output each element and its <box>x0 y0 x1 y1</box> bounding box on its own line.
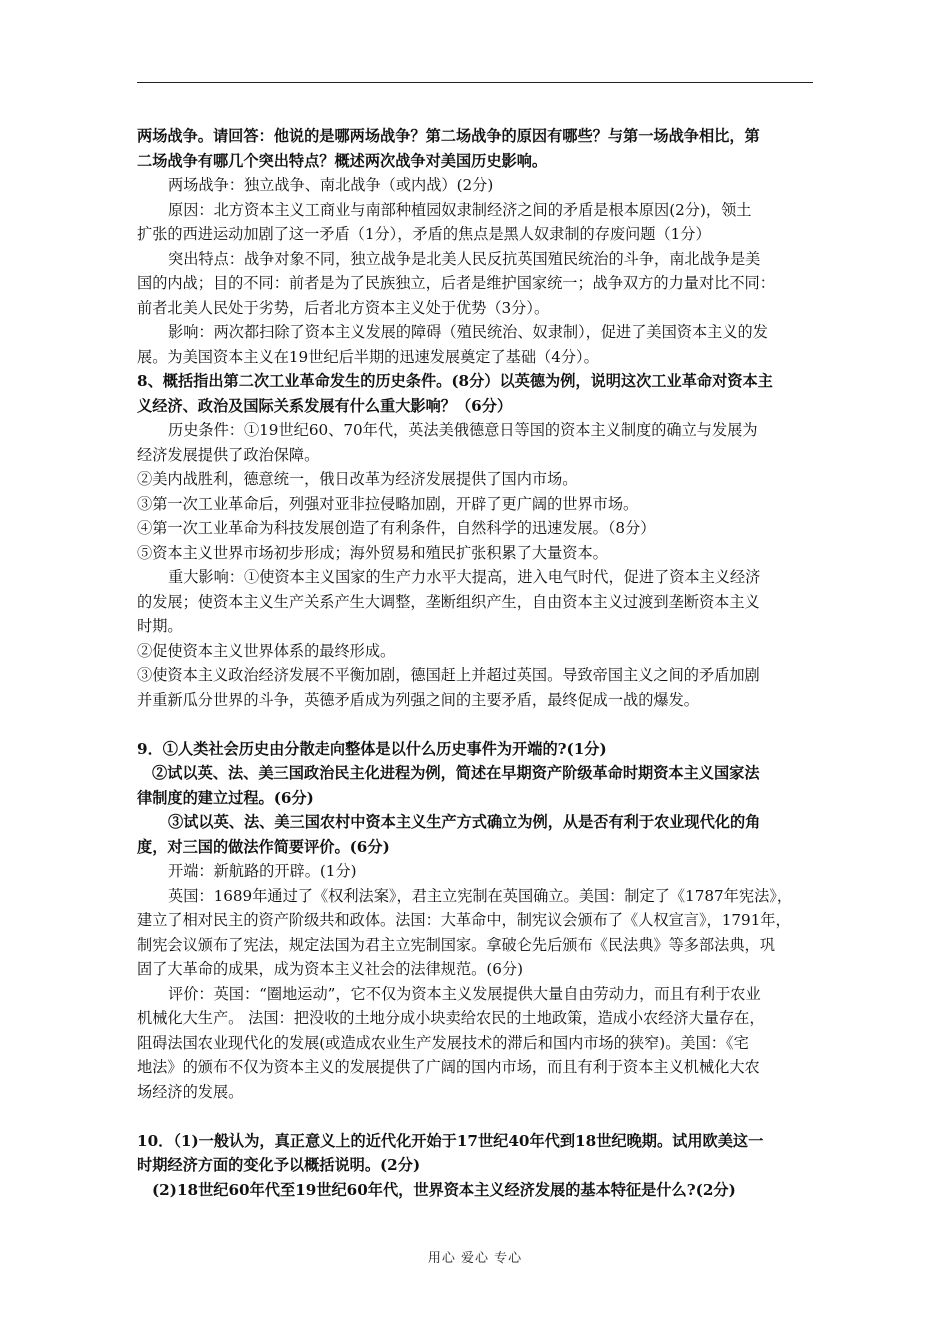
answer-line: 机械化大生产。 法国：把没收的土地分成小块卖给农民的土地政策，造成小农经济大量存在， <box>137 1009 765 1027</box>
question-line: 9．①人类社会历史由分散走向整体是以什么历史事件为开端的?(1分) <box>137 739 607 758</box>
question-line: 度，对三国的做法作简要评价。(6分) <box>137 837 390 856</box>
answer-line: 历史条件：①19世纪60、70年代，英法美俄德意日等国的资本主义制度的确立与发展为 <box>168 421 758 439</box>
question-line: (2)18世纪60年代至19世纪60年代，世界资本主义经济发展的基本特征是什么?(2分) <box>152 1180 736 1199</box>
answer-line: 原因：北方资本主义工商业与南部种植园奴隶制经济之间的矛盾是根本原因(2分)，领土 <box>168 200 752 219</box>
answer-line: 固了大革命的成果，成为资本主义社会的法律规范。(6分) <box>137 960 524 978</box>
answer-line: 重大影响：①使资本主义国家的生产力水平大提高，进入电气时代，促进了资本主义经济 <box>168 568 761 586</box>
question-line: 8、概括指出第二次工业革命发生的历史条件。(8分）以英德为例，说明这次工业革命对资本主 <box>137 372 773 390</box>
answer-line: 两场战争：独立战争、南北战争（或内战）(2分) <box>168 176 494 194</box>
answer-line: 展。为美国资本主义在19世纪后半期的迅速发展奠定了基础（4分）。 <box>137 347 599 366</box>
question-line: ③试以英、法、美三国农村中资本主义生产方式确立为例，从是否有利于农业现代化的角 <box>168 813 761 831</box>
document-body <box>137 124 813 1202</box>
answer-line: 突出特点：战争对象不同，独立战争是北美人民反抗英国殖民统治的斗争，南北战争是美 <box>168 249 761 268</box>
answer-line: 地法》的颁布不仅为资本主义的发展提供了广阔的国内市场，而且有利于资本主义机械化大农 <box>137 1058 760 1076</box>
answer-line: 建立了相对民主的资产阶级共和政体。法国：大革命中，制宪议会颁布了《人权宣言》，1791年， <box>137 911 791 929</box>
question-line: 律制度的建立过程。(6分) <box>137 788 314 807</box>
answer-line: 经济发展提供了政治保障。 <box>137 445 320 464</box>
answer-line: 评价：英国：“圈地运动”，它不仅为资本主义发展提供大量自由劳动力，而且有利于农业 <box>168 984 761 1003</box>
question-line: ②试以英、法、美三国政治民主化进程为例，简述在早期资产阶级革命时期资本主义国家法 <box>152 764 760 782</box>
answer-line: 阻碍法国农业现代化的发展(或造成农业生产发展技术的滞后和国内市场的狭窄)。美国：《宅 <box>137 1033 749 1052</box>
answer-line: 时期。 <box>137 617 183 635</box>
answer-line: ③使资本主义政治经济发展不平衡加剧，德国赶上并超过英国。导致帝国主义之间的矛盾加剧 <box>137 666 760 684</box>
question-line: 两场战争。请回答：他说的是哪两场战争？第二场战争的原因有哪些？与第一场战争相比，第 <box>137 127 760 145</box>
blank-line <box>137 712 813 737</box>
blank-line <box>137 1104 813 1129</box>
question-line: 二场战争有哪几个突出特点？概述两次战争对美国历史影响。 <box>137 151 548 170</box>
answer-line: ⑤资本主义世界市场初步形成；海外贸易和殖民扩张积累了大量资本。 <box>137 543 608 562</box>
page-footer: 用心 爱心 专心 <box>427 1251 523 1266</box>
answer-line: 并重新瓜分世界的斗争，英德矛盾成为列强之间的主要矛盾，最终促成一战的爆发。 <box>137 690 699 709</box>
header-rule <box>137 82 813 83</box>
question-line: 时期经济方面的变化予以概括说明。(2分) <box>137 1156 421 1174</box>
answer-line: 开端：新航路的开辟。(1分) <box>168 862 357 880</box>
answer-line: ③第一次工业革命后，列强对亚非拉侵略加剧，开辟了更广阔的世界市场。 <box>137 494 639 513</box>
question-line: 10．（1)一般认为，真正意义上的近代化开始于17世纪40年代到18世纪晚期。试用欧美这一 <box>137 1131 764 1150</box>
answer-line: 场经济的发展。 <box>137 1082 244 1101</box>
answer-line: 制宪会议颁布了宪法，规定法国为君主立宪制国家。拿破仑先后颁布《民法典》等多部法典，巩 <box>137 935 775 954</box>
answer-line: ④第一次工业革命为科技发展创造了有利条件，自然科学的迅速发展。（8分） <box>137 519 656 537</box>
answer-line: 前者北美人民处于劣势，后者北方资本主义处于优势（3分）。 <box>137 298 550 317</box>
answer-line: 的发展；使资本主义生产关系产生大调整，垄断组织产生，自由资本主义过渡到垄断资本主义 <box>137 592 760 611</box>
answer-line: ②促使资本主义世界体系的最终形成。 <box>137 641 396 660</box>
question-line: 义经济、政治及国际关系发展有什么重大影响？（6分） <box>137 396 513 415</box>
answer-line: 英国：1689年通过了《权利法案》，君主立宪制在英国确立。美国：制定了《1787年宪法》， <box>168 886 793 905</box>
answer-line: 影响：两次都扫除了资本主义发展的障碍（殖民统治、奴隶制），促进了美国资本主义的发 <box>168 323 768 341</box>
answer-line: 国的内战；目的不同：前者是为了民族独立，后者是维护国家统一；战争双方的力量对比不同： <box>137 274 775 292</box>
answer-line: 扩张的西进运动加剧了这一矛盾（1分），矛盾的焦点是黑人奴隶制的存废问题（1分） <box>137 225 711 243</box>
answer-line: ②美内战胜利，德意统一，俄日改革为经济发展提供了国内市场。 <box>137 470 578 488</box>
